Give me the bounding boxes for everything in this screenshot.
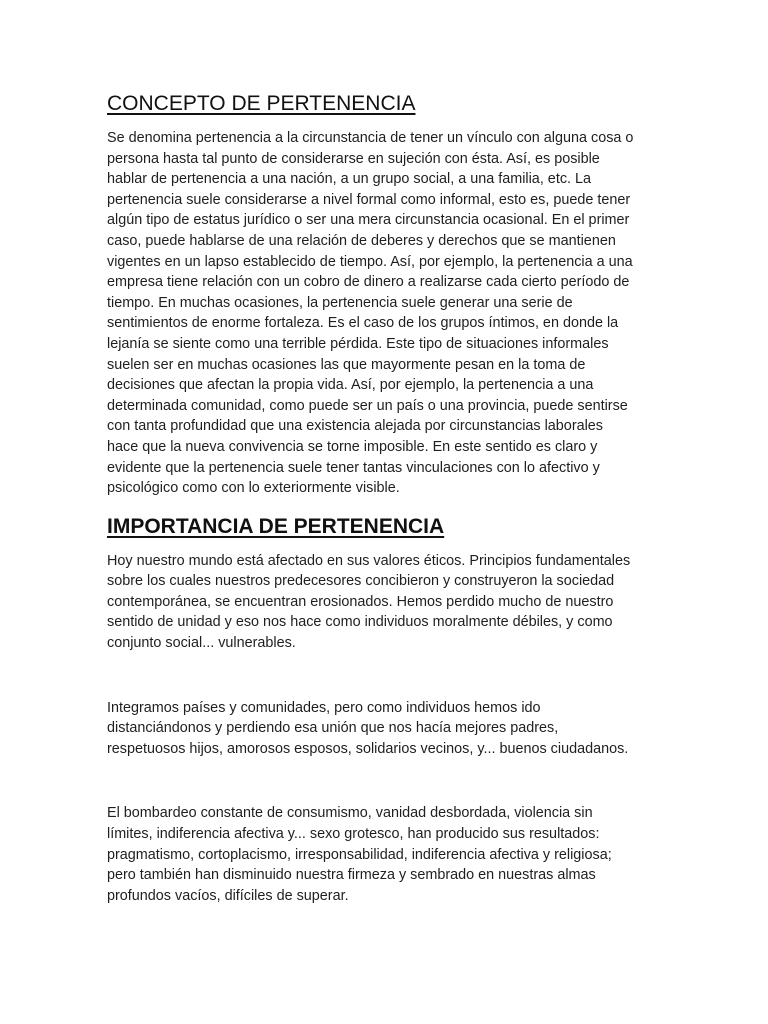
document-content [107,90,663,906]
text-line: psicológico como con lo exteriormente visible. [107,480,400,497]
text-line: con tanta profundidad que una existencia alejada por circunstancias laborales [107,418,604,435]
text-line: profundos vacíos, difíciles de superar. [107,887,349,904]
text-line: Hoy nuestro mundo está afectado en sus valores éticos. Principios fundamentales [107,552,631,569]
paragraph-importancia-3 [107,803,663,906]
text-line: caso, puede hablarse de una relación de deberes y derechos que se mantienen [107,232,616,249]
text-line: suelen ser en muchas ocasiones las que mayormente pesan en la toma de [107,356,586,373]
text-line: lejanía se siente como una terrible pérdida. Este tipo de situaciones informales [107,335,609,352]
text-line: pragmatismo, cortoplacismo, irresponsabilidad, indiferencia afectiva y religiosa; [107,846,612,863]
text-line: pero también han disminuido nuestra firmeza y sembrado en nuestras almas [107,867,596,884]
text-line: contemporánea, se encuentran erosionados. Hemos perdido mucho de nuestro [107,593,614,610]
section-title-importancia: IMPORTANCIA DE PERTENENCIA [107,514,445,538]
text-line: respetuosos hijos, amorosos esposos, solidarios vecinos, y... buenos ciudadanos. [107,740,629,757]
text-line: vigentes en un lapso establecido de tiempo. Así, por ejemplo, la pertenencia a una [107,253,633,270]
text-line: determinada comunidad, como puede ser un país o una provincia, puede sentirse [107,397,628,414]
text-line: límites, indiferencia afectiva y... sexo grotesco, han producido sus resultados: [107,826,600,843]
text-line: distanciándonos y perdiendo esa unión que nos hacía mejores padres, [107,720,559,737]
text-line: pertenencia suele considerarse a nivel formal como informal, esto es, puede tener [107,191,631,208]
text-line: Se denomina pertenencia a la circunstancia de tener un vínculo con alguna cosa o [107,130,634,146]
paragraph-importancia-2 [107,698,663,760]
text-line: Integramos países y comunidades, pero como individuos hemos ido [107,699,541,716]
text-line: sentimientos de enorme fortaleza. Es el caso de los grupos íntimos, en donde la [107,315,619,332]
text-line: hablar de pertenencia a una nación, a un grupo social, a una familia, etc. La [107,171,592,188]
text-line: conjunto social... vulnerables. [107,635,296,652]
text-line: tiempo. En muchas ocasiones, la pertenencia suele generar una serie de [107,294,573,311]
text-line: El bombardeo constante de consumismo, vanidad desbordada, violencia sin [107,805,593,822]
section-title-concepto: CONCEPTO DE PERTENENCIA [107,92,416,115]
text-line: hace que la nueva convivencia se torne imposible. En este sentido es claro y [107,438,598,455]
paragraph-importancia-1 [107,551,663,654]
text-line: decisiones que afectan la propia vida. Así, por ejemplo, la pertenencia a una [107,377,594,394]
paragraph-concepto [107,128,663,499]
text-line: sentido de unidad y eso nos hace como individuos moralmente débiles, y como [107,614,613,631]
text-line: empresa tiene relación con un cobro de dinero a realizarse cada cierto período de [107,274,630,291]
text-line: persona hasta tal punto de considerarse en sujeción con ésta. Así, es posible [107,150,600,167]
text-line: algún tipo de estatus jurídico o ser una mera circunstancia ocasional. En el primer [107,212,630,229]
text-line: sobre los cuales nuestros predecesores concibieron y construyeron la sociedad [107,573,615,590]
text-line: evidente que la pertenencia suele tener tantas vinculaciones con lo afectivo y [107,459,600,476]
